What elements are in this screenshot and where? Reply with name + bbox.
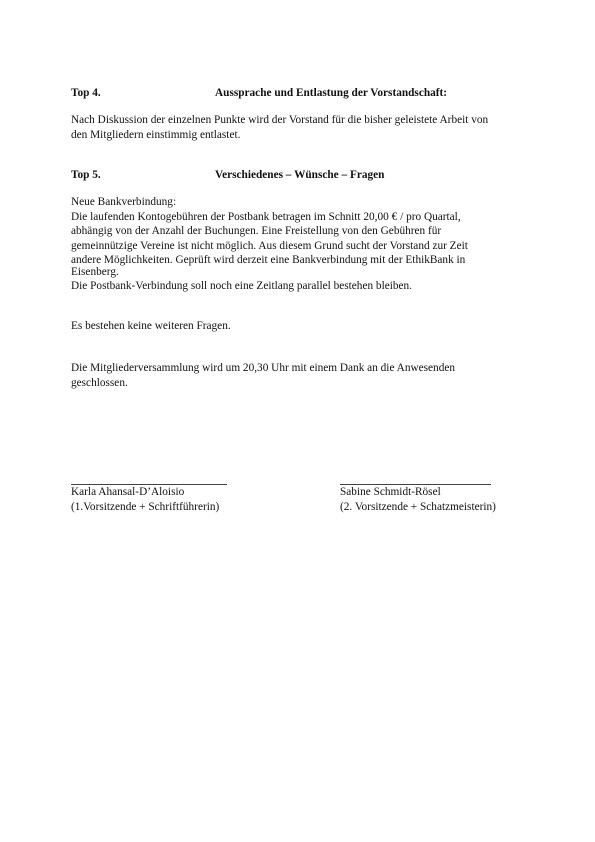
top4-label: Top 4. xyxy=(71,87,101,99)
signature-name-left: Karla Ahansal-D’Aloisio xyxy=(71,486,185,498)
top4-paragraph-line: den Mitgliedern einstimmig entlastet. xyxy=(71,128,241,141)
top5-paragraph-line: Neue Bankverbindung: xyxy=(71,196,177,208)
no-questions-text: Es bestehen keine weiteren Fragen. xyxy=(71,320,231,332)
signature-name-right: Sabine Schmidt-Rösel xyxy=(340,486,441,498)
closing-line: Die Mitgliederversammlung wird um 20,30 Uhr mit einem Dank an die Anwesenden xyxy=(71,362,456,374)
top5-paragraph-line: Eisenberg. xyxy=(71,265,119,278)
signature-role-right: (2. Vorsitzende + Schatzmeisterin) xyxy=(340,500,496,513)
top4-title: Aussprache und Entlastung der Vorstandschaft: xyxy=(215,87,448,99)
signature-role-left: (1.Vorsitzende + Schriftführerin) xyxy=(71,500,220,513)
top5-label: Top 5. xyxy=(71,169,101,181)
top5-paragraph-line: Die laufenden Kontogebühren der Postbank betragen im Schnitt 20,00 € / pro Quartal, xyxy=(71,210,461,223)
top5-paragraph-line: andere Möglichkeiten. Geprüft wird derzeit eine Bankverbindung mit der EthikBank in xyxy=(71,254,466,267)
top5-paragraph-line: abhängig von der Anzahl der Buchungen. Eine Freistellung von den Gebühren für xyxy=(71,225,442,238)
closing-line: geschlossen. xyxy=(71,376,128,389)
top5-title: Verschiedenes – Wünsche – Fragen xyxy=(215,169,385,181)
top5-paragraph-line: gemeinnützige Vereine ist nicht möglich. Aus diesem Grund sucht der Vorstand zur Zeit xyxy=(71,239,468,252)
top4-paragraph-line: Nach Diskussion der einzelnen Punkte wird der Vorstand für die bisher geleistete Arbeit von xyxy=(71,114,489,126)
top5-paragraph-line: Die Postbank-Verbindung soll noch eine Zeitlang parallel bestehen bleiben. xyxy=(71,279,413,292)
